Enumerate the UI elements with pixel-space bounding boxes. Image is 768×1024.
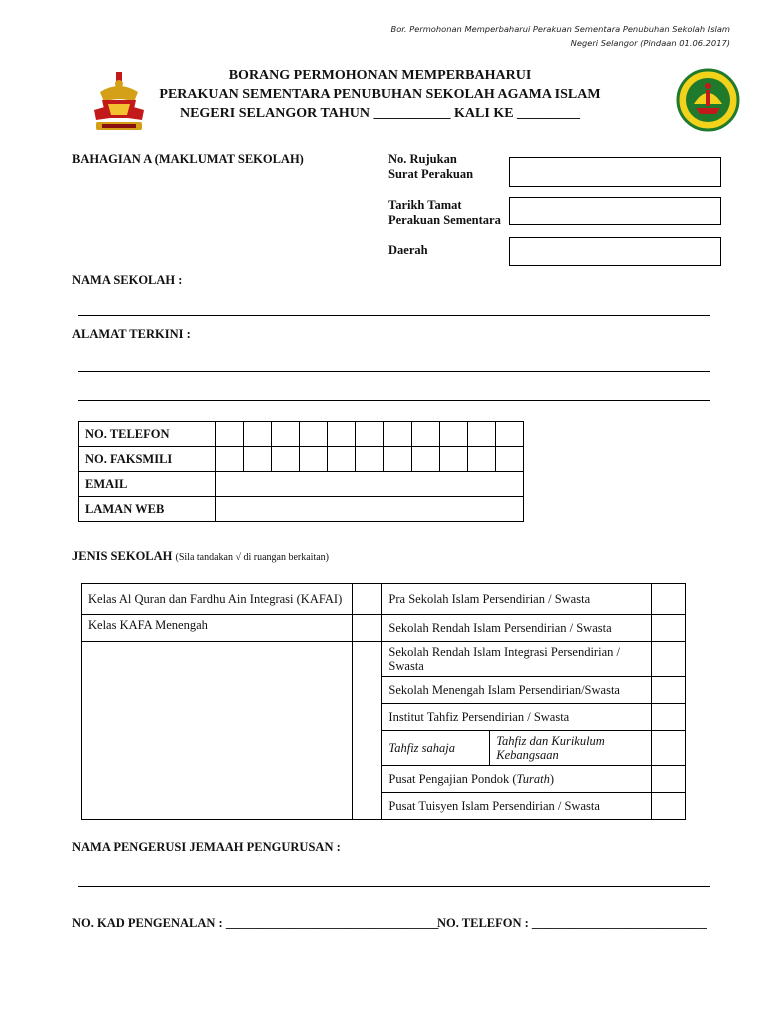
school-type-title: JENIS SEKOLAH <box>72 549 173 563</box>
secondary-school-option-label: Sekolah Menengah Islam Persendirian/Swasta <box>382 677 652 704</box>
fax-digit-cell[interactable] <box>440 447 468 472</box>
integrated-primary-option-label: Sekolah Rendah Islam Integrasi Persendirian / Swasta <box>382 642 652 677</box>
integrated-primary-checkbox[interactable] <box>652 642 686 677</box>
expiry-date-label-line1: Tarikh Tamat <box>388 198 462 212</box>
fax-digit-cell[interactable] <box>244 447 272 472</box>
phone-digit-cell[interactable] <box>300 422 328 447</box>
section-a-heading: BAHAGIAN A (MAKLUMAT SEKOLAH) <box>72 152 304 166</box>
email-label: EMAIL <box>79 472 216 497</box>
empty-left-checkbox-block <box>353 642 382 820</box>
phone-digit-cell[interactable] <box>412 422 440 447</box>
fax-digit-cell[interactable] <box>216 447 244 472</box>
chairman-name-line[interactable] <box>78 886 710 887</box>
fax-digit-cell[interactable] <box>300 447 328 472</box>
reference-number-field[interactable] <box>509 157 721 187</box>
jais-emblem-logo <box>676 68 740 132</box>
school-type-row <box>82 615 686 642</box>
phone-digit-cell[interactable] <box>216 422 244 447</box>
phone-digit-cell[interactable] <box>468 422 496 447</box>
address-line-2[interactable] <box>78 400 710 401</box>
phone-digit-cell[interactable] <box>356 422 384 447</box>
expiry-date-label-line2: Perakuan Sementara <box>388 213 501 227</box>
phone-label: NO. TELEFON <box>79 422 216 447</box>
fax-digit-cell[interactable] <box>328 447 356 472</box>
school-type-row <box>82 584 686 615</box>
tahfiz-type-checkbox[interactable] <box>652 731 686 766</box>
school-name-line[interactable] <box>78 315 710 316</box>
fax-row <box>79 447 524 472</box>
kafa-menengah-option-label: Kelas KAFA Menengah <box>82 615 353 642</box>
phone-row <box>79 422 524 447</box>
pondok-option-label <box>382 766 652 793</box>
tuition-center-checkbox[interactable] <box>652 793 686 820</box>
fax-digit-cell[interactable] <box>356 447 384 472</box>
address-label: ALAMAT TERKINI : <box>72 327 191 341</box>
turath-label-text: Turath <box>516 772 550 786</box>
tahfiz-institute-checkbox[interactable] <box>652 704 686 731</box>
district-label: Daerah <box>388 243 428 257</box>
fax-digit-cell[interactable] <box>468 447 496 472</box>
pondok-label-close: ) <box>549 772 555 786</box>
form-title <box>150 66 610 123</box>
pondok-checkbox[interactable] <box>652 766 686 793</box>
tahfiz-institute-option-label: Institut Tahfiz Persendirian / Swasta <box>382 704 652 731</box>
school-type-row <box>82 642 686 677</box>
form-reference-line2: Negeri Selangor (Pindaan 01.06.2017) <box>570 38 730 48</box>
ic-number-label[interactable]: NO. KAD PENGENALAN : __________________________________ <box>72 916 439 930</box>
email-field[interactable] <box>216 472 524 497</box>
chairman-phone-label[interactable]: NO. TELEFON : ____________________________ <box>437 916 707 930</box>
secondary-school-checkbox[interactable] <box>652 677 686 704</box>
school-type-table <box>81 583 686 820</box>
kafa-menengah-checkbox[interactable] <box>353 615 382 642</box>
chairman-name-label: NAMA PENGERUSI JEMAAH PENGURUSAN : <box>72 840 341 854</box>
phone-digit-cell[interactable] <box>272 422 300 447</box>
phone-digit-cell[interactable] <box>440 422 468 447</box>
pre-school-checkbox[interactable] <box>652 584 686 615</box>
fax-digit-cell[interactable] <box>384 447 412 472</box>
fax-label: NO. FAKSMILI <box>79 447 216 472</box>
school-name-label: NAMA SEKOLAH : <box>72 273 183 287</box>
contact-table <box>78 421 524 522</box>
district-field[interactable] <box>509 237 721 266</box>
phone-digit-cell[interactable] <box>328 422 356 447</box>
fax-digit-cell[interactable] <box>496 447 524 472</box>
website-label: LAMAN WEB <box>79 497 216 522</box>
kafai-checkbox[interactable] <box>353 584 382 615</box>
tuition-center-option-label: Pusat Tuisyen Islam Persendirian / Swasta <box>382 793 652 820</box>
reference-number-label-line2: Surat Perakuan <box>388 167 474 181</box>
phone-digit-cell[interactable] <box>384 422 412 447</box>
primary-school-checkbox[interactable] <box>652 615 686 642</box>
reference-number-label <box>388 152 473 182</box>
pondok-label-text: Pusat Pengajian Pondok ( <box>388 772 517 786</box>
phone-digit-cell[interactable] <box>496 422 524 447</box>
tahfiz-curriculum-option[interactable]: Tahfiz dan Kurikulum Kebangsaan <box>490 731 652 766</box>
selangor-crest-logo <box>88 70 150 136</box>
website-row <box>79 497 524 522</box>
tahfiz-only-option[interactable]: Tahfiz sahaja <box>382 731 490 766</box>
primary-school-option-label: Sekolah Rendah Islam Persendirian / Swasta <box>382 615 652 642</box>
fax-digit-cell[interactable] <box>412 447 440 472</box>
expiry-date-label <box>388 198 501 228</box>
kafai-option-label: Kelas Al Quran dan Fardhu Ain Integrasi (KAFAI) <box>82 584 353 615</box>
expiry-date-field[interactable] <box>509 197 721 225</box>
website-field[interactable] <box>216 497 524 522</box>
form-reference-line1: Bor. Permohonan Memperbaharui Perakuan Sementara Penubuhan Sekolah Islam <box>390 24 730 34</box>
form-title-line3: NEGERI SELANGOR TAHUN ___________ KALI KE _________ <box>179 106 581 121</box>
email-row <box>79 472 524 497</box>
fax-digit-cell[interactable] <box>272 447 300 472</box>
reference-number-label-line1: No. Rujukan <box>388 152 457 166</box>
form-title-line2: PERAKUAN SEMENTARA PENUBUHAN SEKOLAH AGAMA ISLAM <box>159 87 601 102</box>
school-type-note: (Sila tandakan √ di ruangan berkaitan) <box>175 552 330 563</box>
address-line-1[interactable] <box>78 371 710 372</box>
empty-left-block <box>82 642 353 820</box>
form-title-line1: BORANG PERMOHONAN MEMPERBAHARUI <box>228 68 532 83</box>
phone-digit-cell[interactable] <box>244 422 272 447</box>
pre-school-option-label: Pra Sekolah Islam Persendirian / Swasta <box>382 584 652 615</box>
form-reference-note <box>391 22 730 50</box>
school-type-heading <box>72 549 329 564</box>
